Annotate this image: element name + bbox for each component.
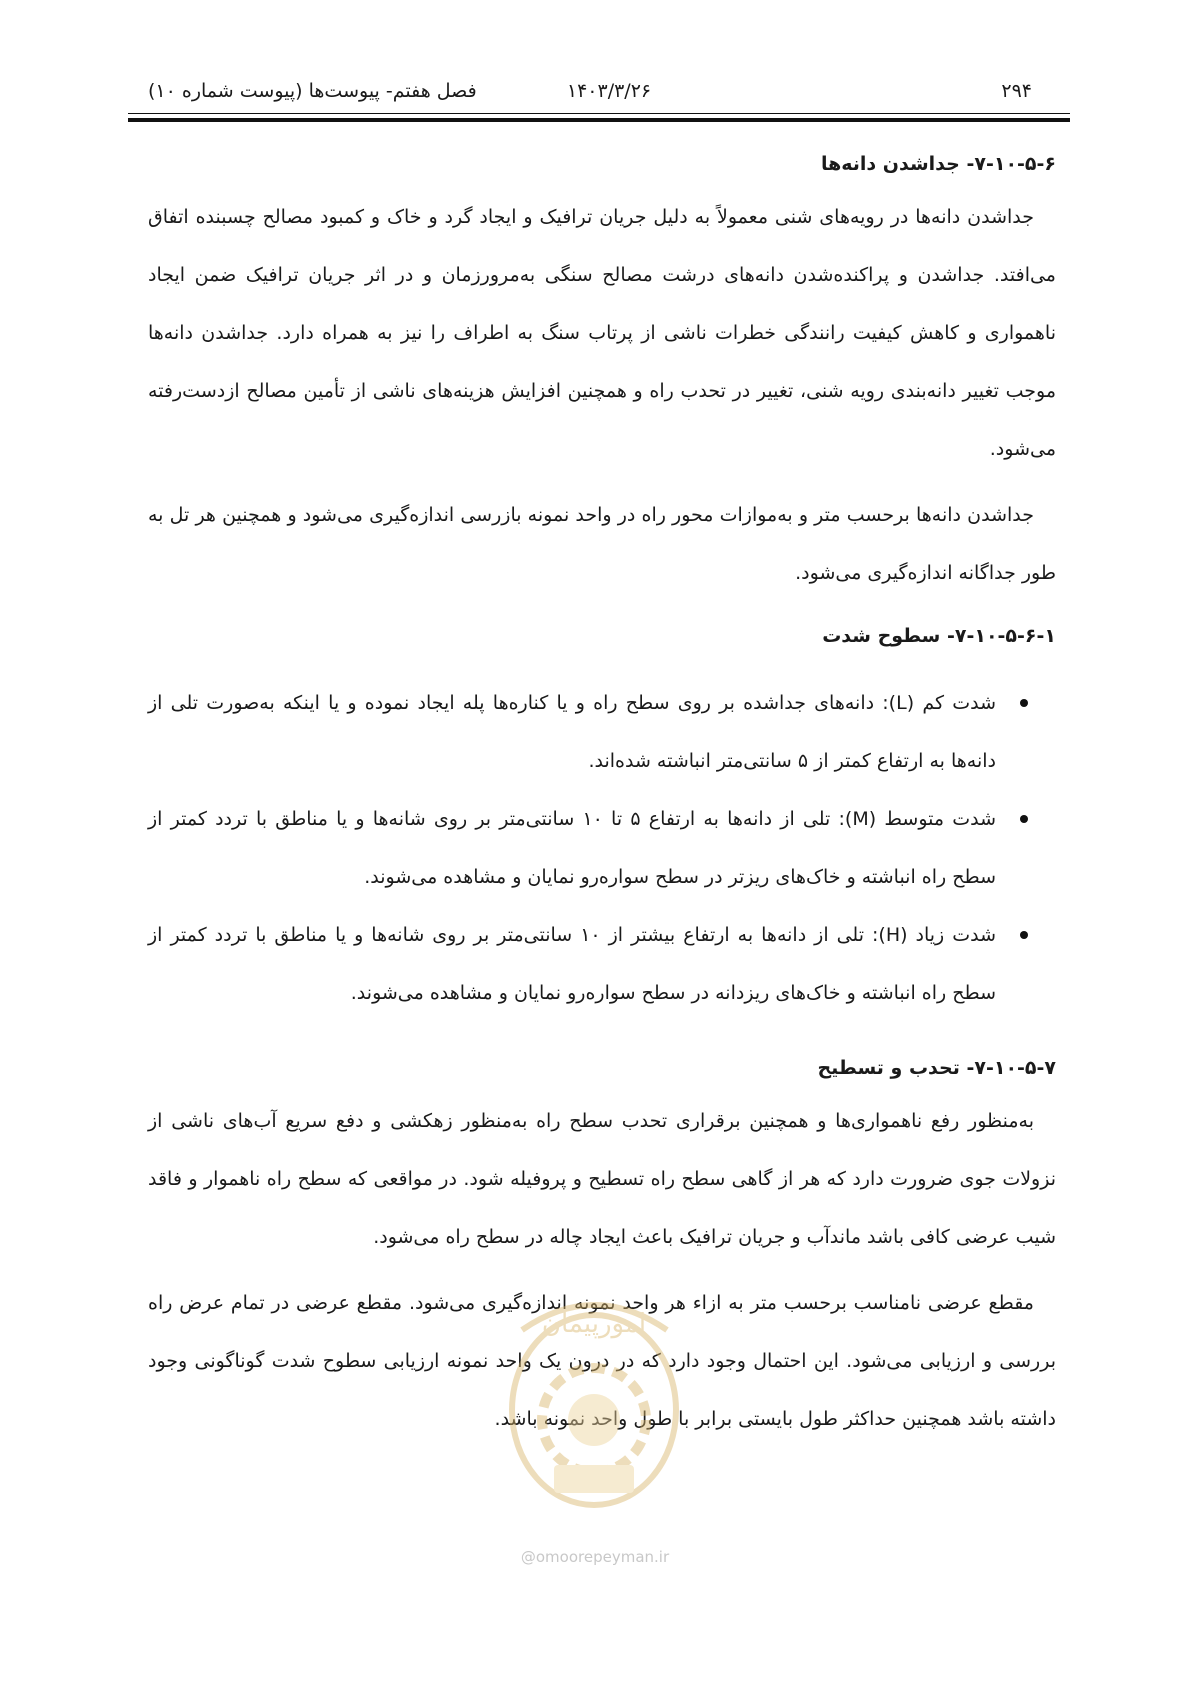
severity-high-text: شدت زیاد (H): تلی از دانه‌ها به ارتفاع بیشتر از ۱۰ سانتی‌متر بر روی شانه‌ها و یا مناطق با تردد کمتر از سطح راه انباشته و خاک‌های ریزدانه در سطح سواره‌رو نمایان و مشاهده می‌شوند. bbox=[148, 924, 996, 1004]
watermark-logo-text: امورپیمان bbox=[541, 1309, 647, 1339]
section-heading-6-1: ۷-۱۰-۵-۶-۱- سطوح شدت bbox=[822, 625, 1056, 647]
document-body bbox=[148, 140, 1056, 1448]
page-header bbox=[148, 74, 1070, 114]
bullet-icon bbox=[1020, 699, 1028, 707]
list-item bbox=[148, 790, 1056, 906]
section-heading-6: ۷-۱۰-۵-۶- جداشدن دانه‌ها bbox=[820, 153, 1056, 175]
bullet-icon bbox=[1020, 931, 1028, 939]
severity-medium-text: شدت متوسط (M): تلی از دانه‌ها به ارتفاع ۵ تا ۱۰ سانتی‌متر بر روی شانه‌ها و یا مناطق با تردد کمتر از سطح راه انباشته و خاک‌های ریزتر در سطح سواره‌رو نمایان و مشاهده می‌شوند. bbox=[148, 808, 997, 888]
severity-low-text: شدت کم (L): دانه‌های جداشده بر روی سطح راه و یا کناره‌ها پله ایجاد نموده و یا اینکه به‌صورت تلی از دانه‌ها به ارتفاع کمتر از ۵ سانتی‌متر انباشته شده‌اند. bbox=[148, 692, 996, 772]
page-number: ۲۹۴ bbox=[1001, 80, 1032, 102]
severity-list bbox=[148, 674, 1056, 1022]
header-rule-thick bbox=[128, 118, 1070, 122]
paragraph: به‌منظور رفع ناهمواری‌ها و همچنین برقراری تحدب سطح راه به‌منظور زهکشی و دفع سریع آب‌های ناشی از نزولات جوی ضرورت دارد که هر از گاهی سطح راه تسطیح و پروفیله شود. در مواقعی که سطح راه ناهموار و فاقد شیب عرضی کافی باشد ماندآب و جریان ترافیک باعث ایجاد چاله در سطح راه می‌شود. bbox=[148, 1110, 1056, 1248]
list-item bbox=[148, 674, 1056, 790]
list-item bbox=[148, 906, 1056, 1022]
section-heading-7: ۷-۱۰-۵-۷- تحدب و تسطیح bbox=[817, 1057, 1056, 1079]
header-date: ۱۴۰۳/۳/۲۶ bbox=[566, 80, 652, 102]
paragraph: مقطع عرضی نامناسب برحسب متر به ازاء هر واحد نمونه اندازه‌گیری می‌شود. مقطع عرضی در تمام عرض راه بررسی و ارزیابی می‌شود. این احتمال وجود دارد که در درون یک واحد نمونه ارزیابی سطوح شدت گوناگونی وجود داشته باشد همچنین حداکثر طول بایستی برابر با طول واحد نمونه باشد. bbox=[148, 1292, 1056, 1430]
paragraph: جداشدن دانه‌ها برحسب متر و به‌موازات محور راه در واحد نمونه بازرسی اندازه‌گیری می‌شود و همچنین هر تل به طور جداگانه اندازه‌گیری می‌شود. bbox=[148, 504, 1056, 584]
bullet-icon bbox=[1020, 815, 1028, 823]
watermark-site: @omoorepeyman.ir bbox=[520, 1548, 670, 1566]
paragraph: جداشدن دانه‌ها در رویه‌های شنی معمولاً به دلیل جریان ترافیک و ایجاد گرد و خاک و کمبود مصالح چسبنده اتفاق می‌افتد. جداشدن و پراکنده‌شدن دانه‌های درشت مصالح سنگی به‌مرورزمان و در اثر جریان ترافیک ضمن ایجاد ناهمواری و کاهش کیفیت رانندگی خطرات ناشی از پرتاب سنگ به اطراف را نیز به همراه دارد. جداشدن دانه‌ها موجب تغییر دانه‌بندی رویه شنی، تغییر در تحدب راه و همچنین افزایش هزینه‌های ناشی از تأمین مصالح ازدست‌رفته می‌شود. bbox=[148, 206, 1056, 460]
header-rule-thin bbox=[128, 113, 1070, 114]
chapter-title: فصل هفتم- پیوست‌ها (پیوست شماره ۱۰) bbox=[148, 80, 477, 102]
